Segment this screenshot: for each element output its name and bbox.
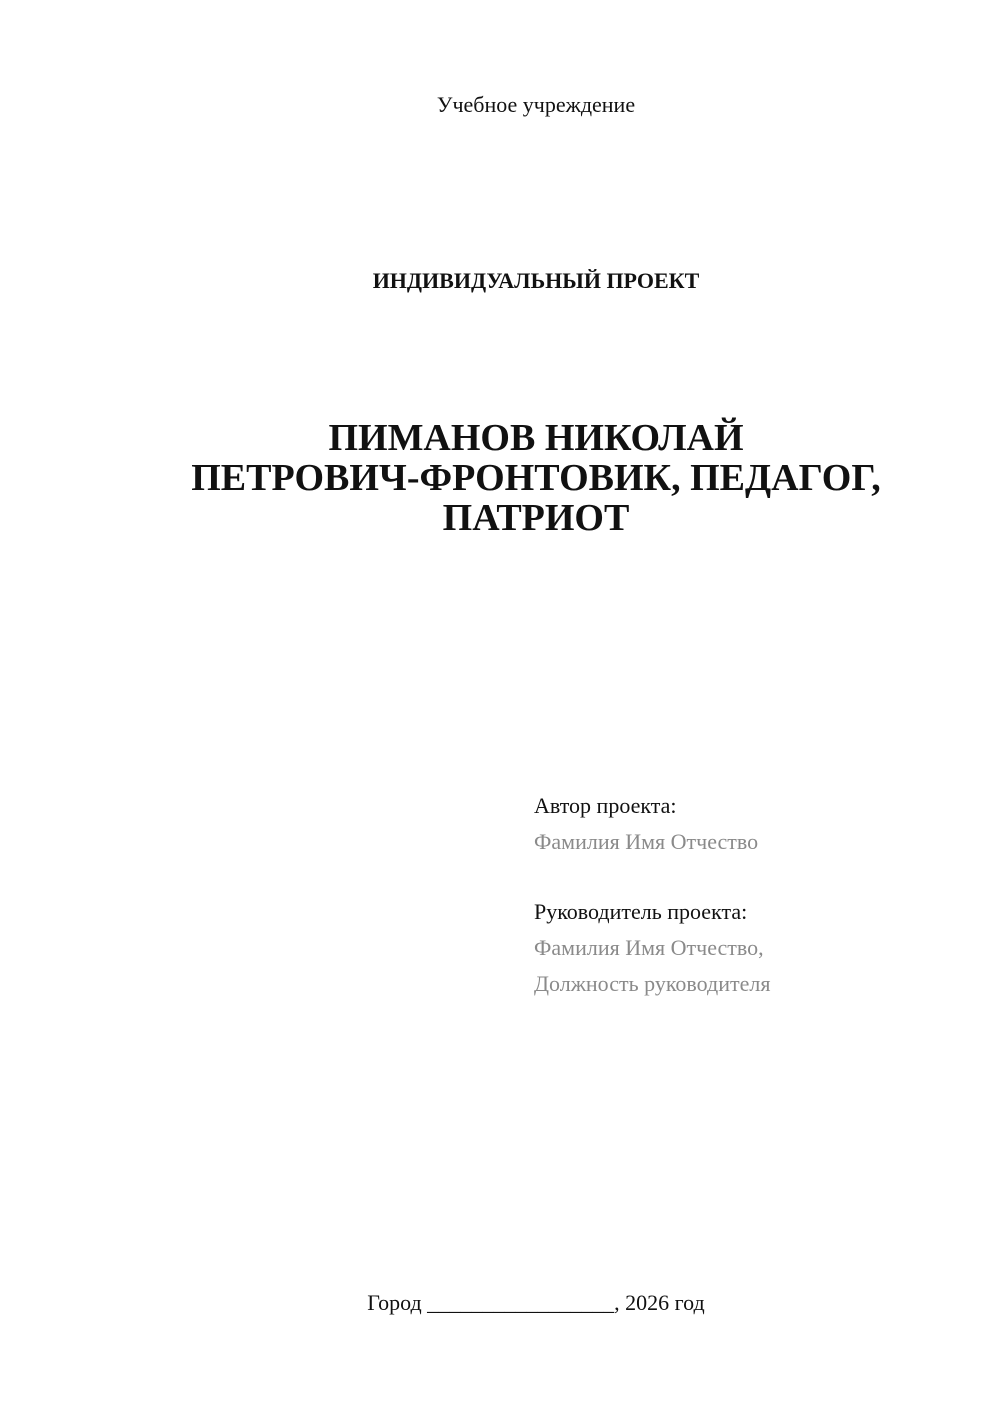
project-title-line-3: ПАТРИОТ [442,497,630,539]
project-title-line-2: ПЕТРОВИЧ-ФРОНТОВИК, ПЕДАГОГ, [191,457,881,499]
project-title [0,418,1000,538]
supervisor-name: Фамилия Имя Отчество, [534,935,764,960]
project-title-line-1: ПИМАНОВ НИКОЛАЙ [328,417,744,459]
project-type-heading: ИНДИВИДУАЛЬНЫЙ ПРОЕКТ [372,268,700,293]
project-info-block [534,788,770,1002]
supervisor-position: Должность руководителя [534,971,771,996]
author-label: Автор проекта: [534,793,677,818]
author-name: Фамилия Имя Отчество [534,829,759,854]
info-spacer [534,860,770,894]
institution-name: Учебное учреждение [436,92,636,117]
supervisor-label: Руководитель проекта: [534,899,748,924]
city-year-footer: Город _________________, 2026 год [367,1290,705,1315]
